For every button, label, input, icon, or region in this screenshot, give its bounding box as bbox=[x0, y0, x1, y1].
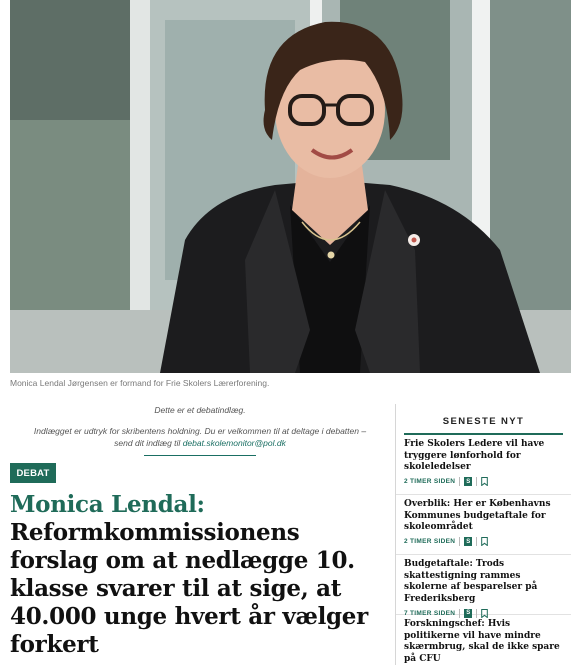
news-meta bbox=[404, 477, 563, 487]
debate-email-link[interactable]: debat.skolemonitor@pol.dk bbox=[182, 438, 286, 448]
news-item[interactable] bbox=[396, 495, 571, 555]
meta-divider bbox=[476, 609, 477, 618]
headline-author: Monica Lendal: bbox=[10, 491, 205, 518]
article-category-tag[interactable]: DEBAT bbox=[10, 463, 56, 483]
news-timestamp: 2 TIMER SIDEN bbox=[404, 538, 456, 545]
news-timestamp: 2 TIMER SIDEN bbox=[404, 478, 456, 485]
portrait-illustration bbox=[10, 0, 571, 373]
news-headline[interactable]: Forskningschef: Hvis politikerne vil have mindre skærmbrug, skal de ikke spare på CFU bbox=[404, 619, 560, 664]
meta-divider bbox=[459, 477, 460, 486]
news-meta bbox=[404, 537, 563, 547]
subscriber-badge-icon: S bbox=[466, 538, 471, 545]
photo-caption: Monica Lendal Jørgensen er formand for Frie Skolers Lærerforening. bbox=[10, 378, 270, 388]
news-headline[interactable]: Frie Skolers Ledere vil have tryggere lønforhold for skoleledelser bbox=[404, 439, 545, 472]
debate-notice-title: Dette er et debatindlæg. bbox=[154, 405, 246, 415]
latest-news-sidebar bbox=[395, 404, 571, 665]
latest-news-title: SENESTE NYT bbox=[442, 416, 525, 427]
subscriber-badge-icon: S bbox=[466, 478, 471, 485]
news-item[interactable] bbox=[396, 615, 571, 665]
bookmark-icon[interactable] bbox=[481, 609, 488, 618]
debate-notice-contact bbox=[10, 437, 390, 449]
article-photo bbox=[10, 0, 571, 373]
headline-title: Reformkommissionens forslag om at nedlægge 10. klasse svarer til at sige, at 40.000 unge hvert år vælger forkert bbox=[10, 519, 368, 658]
debate-notice-prefix: send dit indlæg til bbox=[114, 438, 183, 448]
news-headline[interactable]: Budgetaftale: Trods skattestigning rammes skolerne af besparelser på Frederiksberg bbox=[404, 559, 538, 604]
meta-divider bbox=[476, 537, 477, 546]
news-headline[interactable]: Overblik: Her er Københavns Kommunes budgetaftale for skoleområdet bbox=[404, 499, 551, 532]
debate-notice-text: Indlægget er udtryk for skribentens holdning. Du er velkommen til at deltage i debatten – bbox=[33, 426, 367, 436]
news-item[interactable] bbox=[396, 555, 571, 615]
news-item[interactable] bbox=[396, 435, 571, 495]
news-timestamp: 7 TIMER SIDEN bbox=[404, 609, 456, 617]
meta-divider bbox=[476, 477, 477, 486]
meta-divider bbox=[459, 609, 460, 618]
meta-divider bbox=[459, 537, 460, 546]
subscriber-badge-icon: S bbox=[466, 610, 471, 616]
bookmark-icon[interactable] bbox=[481, 477, 488, 486]
article-headline bbox=[10, 491, 385, 659]
bookmark-icon[interactable] bbox=[481, 537, 488, 546]
debate-notice-divider bbox=[144, 455, 256, 456]
debate-notice bbox=[10, 404, 390, 456]
